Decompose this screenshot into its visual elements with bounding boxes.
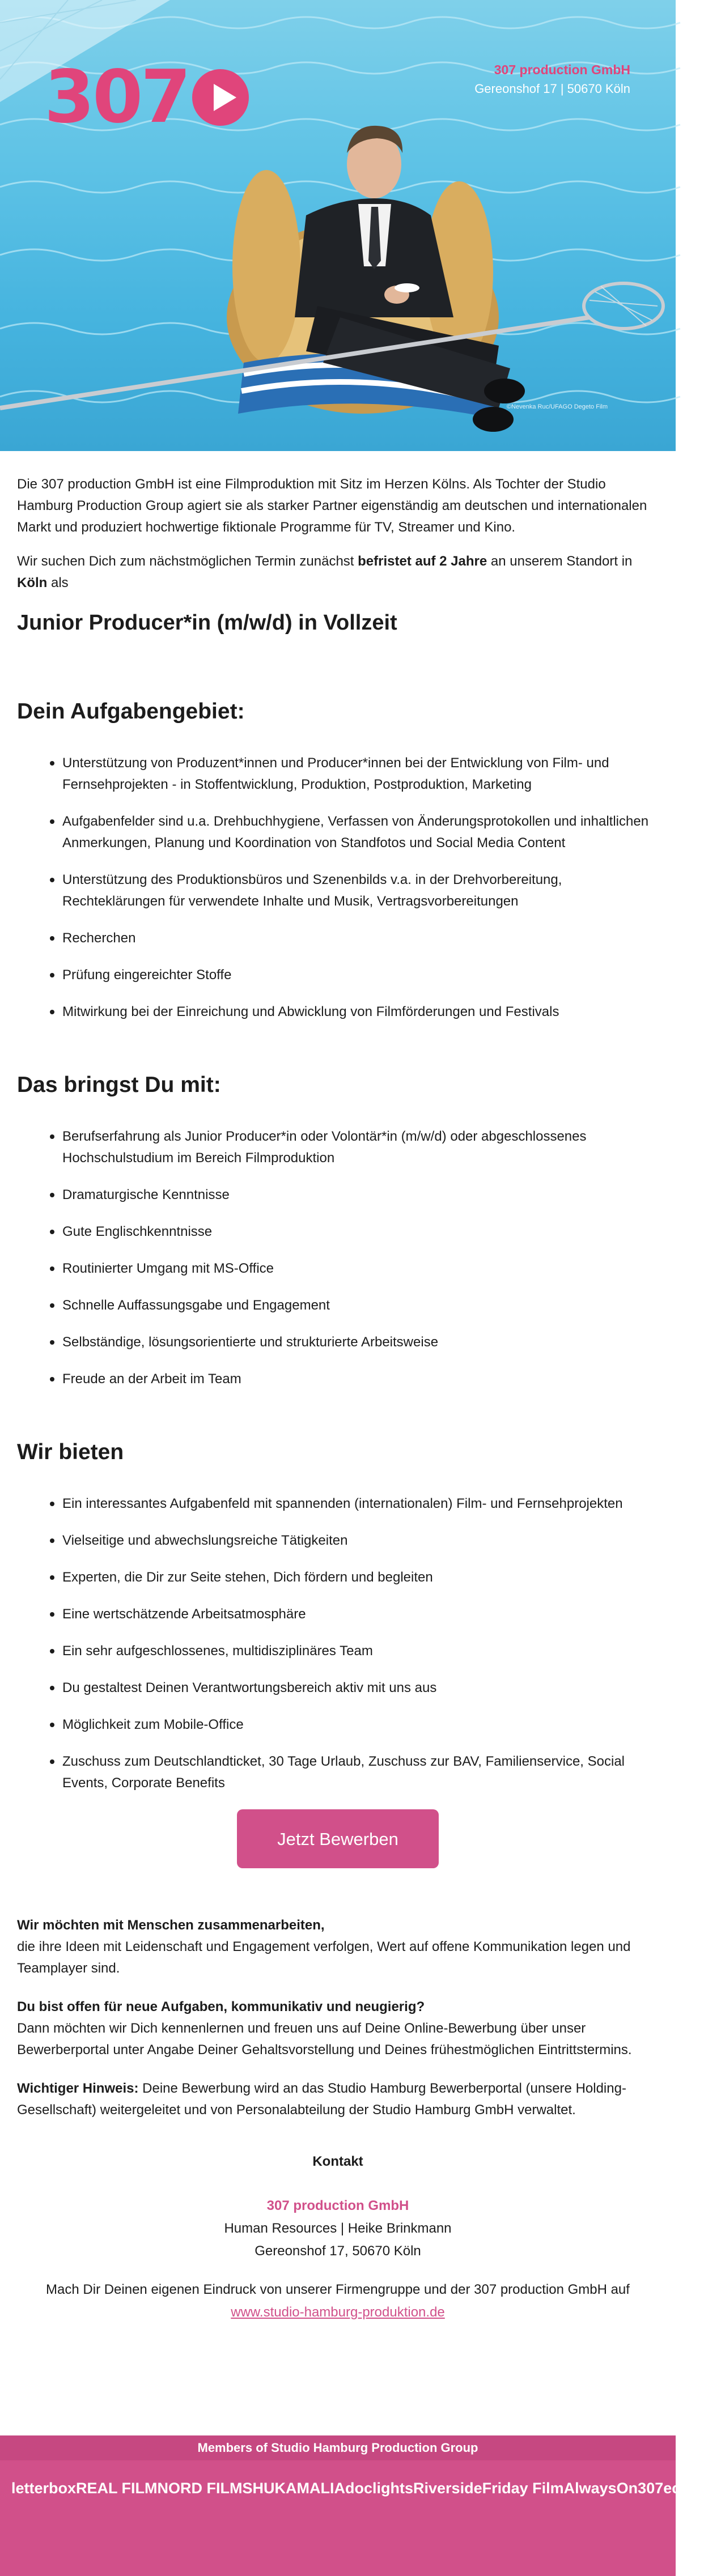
intro-search-paragraph: [17, 551, 659, 594]
header-address: [474, 60, 630, 99]
job-title: Junior Producer*in (m/w/d) in Vollzeit: [17, 611, 397, 635]
list-item: Selbständige, lösungsorientierte und strukturierte Arbeitsweise: [62, 1332, 659, 1353]
intro-text: Wir suchen Dich zum nächstmöglichen Termin zunächst: [17, 554, 358, 569]
contact-address: Gereonshof 17, 50670 Köln: [255, 2243, 421, 2259]
tasks-heading: Dein Aufgabengebiet:: [17, 699, 245, 724]
list-item: Dramaturgische Kenntnisse: [62, 1184, 659, 1206]
company-logo: [44, 55, 249, 139]
intro-duration: befristet auf 2 Jahre: [358, 554, 487, 569]
logo-real-film: REAL FILM: [76, 2480, 158, 2497]
header-address-line: Gereonshof 17 | 50670 Köln: [474, 82, 630, 96]
logo-amalia: AMALIA: [286, 2480, 346, 2497]
closing-body: Dann möchten wir Dich kennenlernen und freuen uns auf Deine Online-Bewerbung über unser Bewerberportal unter Angabe Deiner Gehaltsvorstellung und Deines frühestmöglichen Eintrittstermins.: [17, 2021, 632, 2058]
list-item: Gute Englischkenntnisse: [62, 1221, 659, 1243]
contact-label: Kontakt: [312, 2154, 363, 2169]
list-item: Recherchen: [62, 928, 659, 949]
intro-location: Köln: [17, 575, 48, 590]
website-link[interactable]: www.studio-hamburg-produktion.de: [231, 2305, 445, 2320]
list-item: Ein interessantes Aufgabenfeld mit spannenden (internationalen) Film- und Fernsehprojekten: [62, 1493, 659, 1515]
logo-nord-film: NORD FILM: [157, 2480, 243, 2497]
logo-shuk: SHUK: [242, 2480, 286, 2497]
closing-bold: Wir möchten mit Menschen zusammenarbeiten,: [17, 1918, 325, 1933]
logo-riverside: Riverside: [413, 2480, 482, 2497]
list-item: Mitwirkung bei der Einreichung und Abwicklung von Filmförderungen und Festivals: [62, 1001, 659, 1023]
hero-image: [0, 0, 676, 451]
list-item: Unterstützung des Produktionsbüros und Szenenbilds v.a. in der Drehvorbereitung, Rechteklärungen für verwendete Inhalte und Musik, Vertragsvorbereitungen: [62, 869, 659, 912]
closing-paragraph-3: [17, 2078, 659, 2121]
list-item: Vielseitige und abwechslungsreiche Tätigkeiten: [62, 1530, 659, 1551]
closing-paragraph-1: [17, 1915, 659, 1979]
list-item: Du gestaltest Deinen Verantwortungsbereich aktiv mit uns aus: [62, 1677, 659, 1699]
closing-line-text: Mach Dir Deinen eigenen Eindruck von unserer Firmengruppe und der 307 production GmbH auf: [46, 2282, 630, 2297]
contact-block: [17, 2150, 659, 2263]
list-item: Prüfung eingereichter Stoffe: [62, 964, 659, 986]
closing-bold: Wichtiger Hinweis:: [17, 2081, 139, 2096]
logo-doclights: doclights: [345, 2480, 414, 2497]
intro: [17, 474, 659, 594]
list-item: Aufgabenfelder sind u.a. Drehbuchhygiene, Verfassen von Änderungsprotokollen und inhaltlichen Anmerkungen, Planung und Koordination von Standfotos und Social Media Content: [62, 811, 659, 854]
list-item: Möglichkeit zum Mobile-Office: [62, 1714, 659, 1736]
closing-line: [0, 2279, 676, 2324]
play-icon: [192, 69, 249, 126]
closing-bold: Du bist offen für neue Aufgaben, kommunikativ und neugierig?: [17, 1999, 425, 2014]
footer-title: Members of Studio Hamburg Production Group: [0, 2435, 676, 2460]
offers-section: [17, 1439, 659, 1794]
list-item: Experten, die Dir zur Seite stehen, Dich fördern und begleiten: [62, 1567, 659, 1588]
offers-list: [17, 1493, 659, 1794]
tasks-list: [17, 753, 659, 1023]
header-company-name: 307 production GmbH: [494, 62, 630, 77]
list-item: Routinierter Umgang mit MS-Office: [62, 1258, 659, 1280]
apply-button[interactable]: Jetzt Bewerben: [237, 1809, 439, 1868]
list-item: Zuschuss zum Deutschlandticket, 30 Tage Urlaub, Zuschuss zur BAV, Familienservice, Social Events, Corporate Benefits: [62, 1751, 659, 1794]
intro-text: als: [47, 575, 69, 590]
contact-company: 307 production GmbH: [266, 2198, 409, 2213]
list-item: Freude an der Arbeit im Team: [62, 1368, 659, 1390]
requirements-heading: Das bringst Du mit:: [17, 1073, 221, 1097]
contact-person: Human Resources | Heike Brinkmann: [224, 2221, 452, 2236]
photo-credit: ©Nevenka Ruc/UFAGO Degeto Film: [506, 403, 608, 410]
logo-text: 307: [44, 55, 189, 139]
list-item: Schnelle Auffassungsgabe und Engagement: [62, 1295, 659, 1316]
list-item: Eine wertschätzende Arbeitsatmosphäre: [62, 1604, 659, 1625]
tasks-section: [17, 698, 659, 1023]
intro-paragraph: Die 307 production GmbH ist eine Filmproduktion mit Sitz im Herzen Kölns. Als Tochter der Studio Hamburg Production Group agiert sie als starker Partner eigenständig am deutschen und internationalen Markt und produziert hochwertige fiktionale Programme für TV, Streamer und Kino.: [17, 477, 647, 535]
footer: [0, 2435, 721, 2576]
logo-307: 307: [638, 2480, 664, 2497]
apply-area: [17, 1809, 659, 1868]
closing-paragraph-2: [17, 1996, 659, 2061]
member-logos: [0, 2460, 721, 2497]
logo-eco-doc: eco doc: [663, 2480, 721, 2497]
closing-text: [17, 1915, 659, 2121]
requirements-section: [17, 1072, 659, 1390]
closing-body: Deine Bewerbung wird an das Studio Hamburg Bewerberportal (unsere Holding-Gesellschaft) weitergeleitet und von Personalabteilung der Studio Hamburg GmbH verwaltet.: [17, 2081, 626, 2118]
list-item: Ein sehr aufgeschlossenes, multidisziplinäres Team: [62, 1640, 659, 1662]
list-item: Unterstützung von Produzent*innen und Producer*innen bei der Entwicklung von Film- und Fernsehprojekten - in Stoffentwicklung, Produktion, Postproduktion, Marketing: [62, 753, 659, 796]
offers-heading: Wir bieten: [17, 1440, 124, 1464]
closing-body: die ihre Ideen mit Leidenschaft und Engagement verfolgen, Wert auf offene Kommunikation legen und Teamplayer sind.: [17, 1939, 631, 1976]
logo-alwayson: AlwaysOn: [563, 2480, 638, 2497]
logo-letterbox: letterbox: [11, 2480, 77, 2497]
requirements-list: [17, 1126, 659, 1390]
main-content: [0, 451, 676, 2263]
intro-text: an unserem Standort in: [487, 554, 633, 569]
logo-friday-film: Friday Film: [482, 2480, 564, 2497]
list-item: Berufserfahrung als Junior Producer*in oder Volontär*in (m/w/d) oder abgeschlossenes Hochschulstudium im Bereich Filmproduktion: [62, 1126, 659, 1169]
